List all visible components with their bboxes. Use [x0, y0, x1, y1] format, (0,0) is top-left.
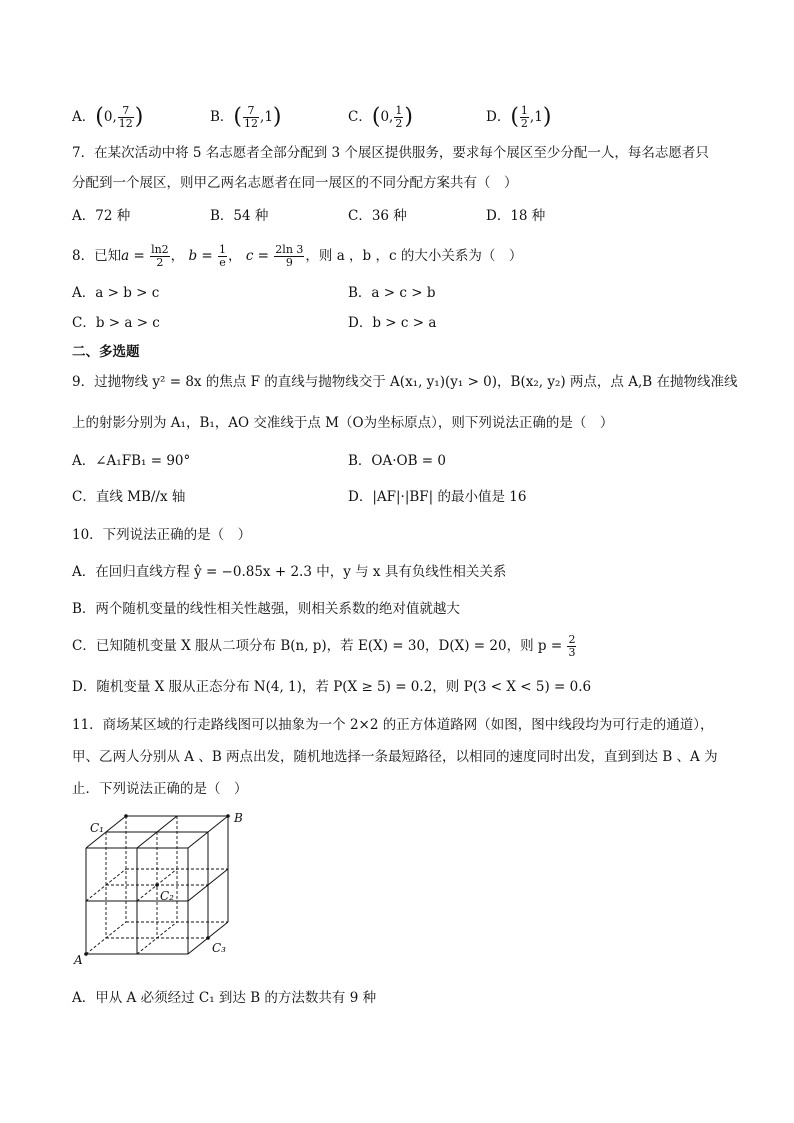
- node-a: [84, 952, 88, 956]
- q9-stem-line2: 上的射影分别为 A₁，B₁，AO 交准线于点 M（O为坐标原点），则下列说法正确的是（ ）: [72, 415, 614, 431]
- q11-stem-line2: 甲、乙两人分别从 A 、B 两点出发，随机地选择一条最短路径，以相同的速度同时出发，直到到达 B 、A 为: [72, 749, 718, 765]
- label-b: B: [234, 811, 243, 825]
- q7-option-a: A．72 种: [72, 208, 131, 224]
- q8-option-c: C．b > a > c: [72, 315, 160, 331]
- q9-stem-line1: 9．过抛物线 y² = 8x 的焦点 F 的直线与抛物线交于 A(x₁, y₁)(y₁ > 0)，B(x₂, y₂) 两点，点 A,B 在抛物线准线: [72, 374, 738, 390]
- q10-stem: 10．下列说法正确的是（ ）: [72, 527, 252, 543]
- q10-option-a: A．在回归直线方程 ŷ = −0.85x + 2.3 中，y 与 x 具有负线性相关关系: [72, 564, 507, 580]
- q11-stem-line3: 止．下列说法正确的是（ ）: [72, 781, 248, 797]
- q8-stem: 8．已知a = $\frac{\ln 2}{2}$ ， b = $\frac{1}{e}$ ， c = $\frac{2\ln 3}{9}$ ，则 a ，b ，c 的大小关系为（ ）: [72, 243, 523, 269]
- q7-stem-line1: 7．在某次活动中将 5 名志愿者全部分配到 3 个展区提供服务，要求每个展区至少分配一人，每名志愿者只: [72, 145, 709, 161]
- q6-option-b: B．( $\frac{7}{12}$ ,1): [210, 104, 282, 130]
- q7-stem-line2: 分配到一个展区，则甲乙两名志愿者在同一展区的不同分配方案共有（ ）: [72, 175, 518, 191]
- q9-option-d: D．|AF|·|BF| 的最小值是 16: [348, 489, 527, 505]
- q6-option-a: A．(0, $\frac{7}{12}$ ): [72, 104, 144, 130]
- q11-stem-line1: 11．商场某区域的行走路线图可以抽象为一个 2×2 的正方体道路网（如图，图中线段均为可行走的通道），: [72, 717, 714, 733]
- q7-option-d: D．18 种: [486, 208, 546, 224]
- q8-option-b: B．a > c > b: [348, 285, 436, 301]
- label-c1: C₁: [90, 821, 104, 835]
- node-c1: [124, 814, 128, 818]
- q7-option-b: B．54 种: [210, 208, 269, 224]
- cube-network-figure: [72, 808, 252, 968]
- section-multiple-choice-title: 二、多选题: [72, 344, 140, 360]
- label-c3: C₃: [212, 941, 226, 955]
- q8-option-a: A．a > b > c: [72, 285, 160, 301]
- node-c3: [206, 936, 210, 940]
- q9-option-b: B．OA·OB = 0: [348, 453, 447, 469]
- q10-option-b: B．两个随机变量的线性相关性越强，则相关系数的绝对值就越大: [72, 601, 460, 617]
- q9-option-c: C．直线 MB//x 轴: [72, 489, 186, 505]
- node-b: [226, 814, 230, 818]
- q8-option-d: D．b > c > a: [348, 315, 437, 331]
- q10-option-c: C．已知随机变量 X 服从二项分布 B(n, p)，若 E(X) = 30，D(X) = 20，则 p = $\frac{2}{3}$: [72, 633, 576, 659]
- q6-option-c: C．(0, $\frac{1}{2}$ ): [348, 104, 413, 130]
- q7-option-c: C．36 种: [348, 208, 407, 224]
- q10-option-d: D．随机变量 X 服从正态分布 N(4, 1)，若 P(X ≥ 5) = 0.2，则 P(3 < X < 5) = 0.6: [72, 679, 592, 695]
- q11-option-a: A．甲从 A 必须经过 C₁ 到达 B 的方法数共有 9 种: [72, 990, 377, 1006]
- label-c2: C₂: [160, 889, 174, 903]
- q9-option-a: A．∠A₁FB₁ = 90°: [72, 453, 191, 469]
- q6-option-d: D．( $\frac{1}{2}$ ,1): [486, 104, 552, 130]
- node-c2: [155, 883, 159, 887]
- label-a: A: [74, 953, 83, 967]
